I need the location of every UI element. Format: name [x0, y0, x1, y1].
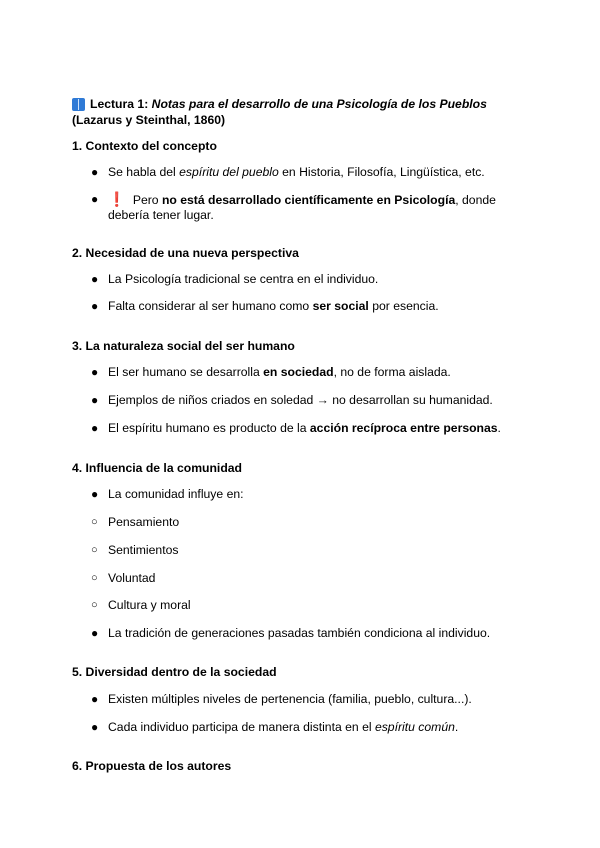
sub-list-item: ○ Cultura y moral [91, 598, 191, 612]
bullet-icon: ● [91, 299, 99, 313]
list-item: ● Existen múltiples niveles de pertenencia (familia, pueblo, cultura...). [91, 692, 472, 706]
section-heading: 5. Diversidad dentro de la sociedad [72, 665, 277, 679]
bullet-icon: ● [91, 192, 99, 206]
list-item: ● El ser humano se desarrolla en sociedad, no de forma aislada. [91, 365, 451, 379]
circle-bullet-icon: ○ [91, 544, 98, 556]
section-heading: 6. Propuesta de los autores [72, 759, 232, 773]
list-item: ● Ejemplos de niños criados en soledad → no desarrollan su humanidad. [91, 393, 493, 407]
section-4 [72, 461, 542, 640]
title-italic: Notas para el desarrollo de una Psicología de los Pueblos [151, 97, 487, 111]
document-title [72, 97, 532, 128]
list-item: ● ❗ Pero no está desarrollado científicamente en Psicología, donde debería tener lugar. [91, 191, 496, 222]
section-5 [72, 665, 542, 734]
sub-list-item: ○ Sentimientos [91, 543, 179, 557]
section-heading: 4. Influencia de la comunidad [72, 461, 242, 475]
bullet-icon: ● [91, 393, 99, 407]
section-heading: 1. Contexto del concepto [72, 139, 217, 153]
bullet-icon: ● [91, 421, 99, 435]
circle-bullet-icon: ○ [91, 599, 98, 611]
exclamation-icon: ❗ [108, 191, 126, 207]
list-item: ● El espíritu humano es producto de la acción recíproca entre personas. [91, 421, 501, 435]
list-item: ● Falta considerar al ser humano como ser social por esencia. [91, 299, 439, 313]
bullet-icon: ● [91, 487, 99, 501]
bullet-icon: ● [91, 720, 99, 734]
section-heading: 2. Necesidad de una nueva perspectiva [72, 246, 299, 260]
bullet-icon: ● [91, 272, 99, 286]
bullet-icon: ● [91, 165, 99, 179]
sub-list-item: ○ Pensamiento [91, 515, 180, 529]
circle-bullet-icon: ○ [91, 572, 98, 584]
section-6 [72, 759, 542, 774]
book-icon [72, 98, 85, 111]
list-item: ● La comunidad influye en: [91, 487, 244, 501]
bullet-icon: ● [91, 626, 99, 640]
title-prefix: Lectura 1: [90, 97, 149, 111]
list-item: ● La Psicología tradicional se centra en el individuo. [91, 272, 379, 286]
section-2 [72, 246, 542, 313]
section-1 [72, 139, 542, 222]
list-item: ● Se habla del espíritu del pueblo en Historia, Filosofía, Lingüística, etc. [91, 165, 485, 179]
title-authors: (Lazarus y Steinthal, 1860) [72, 113, 226, 127]
section-heading: 3. La naturaleza social del ser humano [72, 339, 295, 353]
circle-bullet-icon: ○ [91, 516, 98, 528]
bullet-icon: ● [91, 692, 99, 706]
section-3 [72, 339, 542, 435]
list-item: ● Cada individuo participa de manera distinta en el espíritu común. [91, 720, 459, 734]
bullet-icon: ● [91, 365, 99, 379]
list-item: ● La tradición de generaciones pasadas también condiciona al individuo. [91, 626, 491, 640]
sub-list-item: ○ Voluntad [91, 571, 156, 585]
